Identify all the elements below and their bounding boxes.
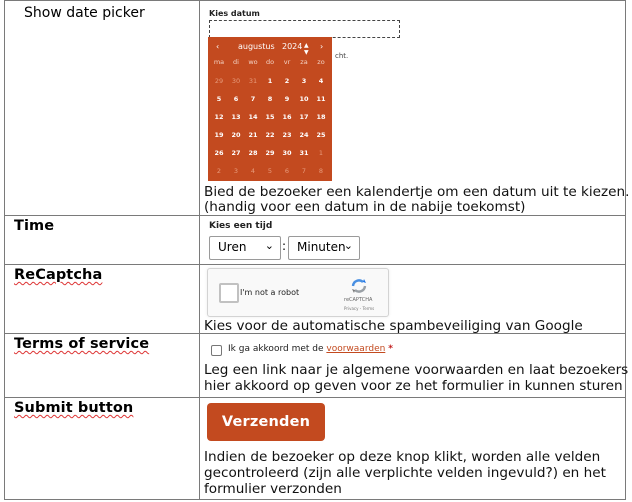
calendar-day[interactable]: 4	[250, 167, 256, 175]
calendar-day[interactable]: 8	[318, 167, 324, 175]
submit-description-line1: Indien de bezoeker op deze knop klikt, worden alle velden	[204, 449, 601, 465]
calendar-day[interactable]: 7	[250, 95, 256, 103]
calendar-day[interactable]: 30	[231, 77, 241, 85]
required-marker: *	[388, 344, 393, 354]
prev-month-button[interactable]: ‹	[216, 42, 220, 51]
calendar-day[interactable]: 18	[316, 113, 326, 121]
calendar-day[interactable]: 29	[214, 77, 224, 85]
calendar-day[interactable]: 31	[248, 77, 258, 85]
calendar-day[interactable]: 15	[265, 113, 275, 121]
row-label-date-picker: Show date picker	[24, 5, 145, 21]
row-divider	[4, 215, 626, 216]
table-border-right	[625, 0, 626, 500]
recaptcha-checkbox[interactable]	[219, 283, 239, 303]
calendar-day[interactable]: 2	[284, 77, 290, 85]
calendar-day[interactable]: 25	[316, 131, 326, 139]
calendar-day[interactable]: 30	[282, 149, 292, 157]
calendar-day[interactable]: 6	[233, 95, 239, 103]
weekday-label: vr	[283, 58, 291, 66]
weekday-label: za	[300, 58, 308, 66]
chevron-down-icon: ⌄	[343, 239, 353, 252]
calendar-day[interactable]: 5	[267, 167, 273, 175]
terms-text: Ik ga akkoord met de	[228, 344, 324, 354]
hours-select-value: Uren	[218, 240, 247, 254]
time-field-label: Kies een tijd	[209, 221, 273, 231]
calendar-day[interactable]: 13	[231, 113, 241, 121]
submit-description-line3: formulier verzonden	[204, 481, 342, 497]
year-spinner-icon[interactable]: ▲ ▼	[304, 42, 309, 56]
calendar-day[interactable]: 1	[318, 149, 324, 157]
recaptcha-logo-icon	[349, 278, 369, 294]
calendar-day[interactable]: 3	[233, 167, 239, 175]
row-divider	[4, 397, 626, 398]
calendar-day[interactable]: 2	[216, 167, 222, 175]
recaptcha-privacy-terms[interactable]: Privacy - Terms	[344, 306, 375, 311]
date-description-line1: Bied de bezoeker een kalendertje om een datum uit te kiezen.	[204, 184, 630, 200]
weekday-label: di	[233, 58, 239, 66]
calendar-day[interactable]: 29	[265, 149, 275, 157]
chevron-down-icon: ⌄	[264, 239, 274, 252]
calendar-day[interactable]: 14	[248, 113, 258, 121]
calendar-day[interactable]: 17	[299, 113, 309, 121]
calendar-day[interactable]: 24	[299, 131, 309, 139]
calendar-day[interactable]: 11	[316, 95, 326, 103]
calendar-day[interactable]: 9	[284, 95, 290, 103]
calendar-day[interactable]: 21	[248, 131, 258, 139]
calendar-header	[208, 42, 332, 54]
weekday-label: do	[265, 58, 275, 66]
calendar-popup	[208, 37, 332, 181]
calendar-day[interactable]: 7	[301, 167, 307, 175]
calendar-day[interactable]: 22	[265, 131, 275, 139]
terms-description-line1: Leg een link naar je algemene voorwaarden en laat bezoekers	[204, 362, 629, 378]
recaptcha-checkbox-label: I'm not a robot	[240, 288, 300, 297]
calendar-day[interactable]: 28	[248, 149, 258, 157]
calendar-day[interactable]: 26	[214, 149, 224, 157]
minutes-select[interactable]	[288, 236, 360, 260]
calendar-day[interactable]: 12	[214, 113, 224, 121]
calendar-day[interactable]: 6	[284, 167, 290, 175]
recaptcha-brand: reCAPTCHA	[344, 297, 373, 303]
table-border-top	[4, 0, 626, 1]
table-border-bottom	[4, 499, 626, 500]
date-hint-text: cht.	[335, 52, 349, 60]
calendar-day[interactable]: 16	[282, 113, 292, 121]
terms-checkbox[interactable]	[211, 345, 222, 356]
calendar-day[interactable]: 4	[318, 77, 324, 85]
date-description-line2: (handig voor een datum in de nabije toekomst)	[204, 199, 526, 215]
date-field-label: Kies datum	[209, 9, 260, 18]
recaptcha-widget	[207, 268, 389, 317]
calendar-day[interactable]: 8	[267, 95, 273, 103]
calendar-day[interactable]: 27	[231, 149, 241, 157]
recaptcha-description: Kies voor de automatische spambeveiliging van Google	[204, 318, 583, 334]
next-month-button[interactable]: ›	[320, 42, 324, 51]
row-label-submit: Submit button	[14, 400, 134, 416]
calendar-day[interactable]: 20	[231, 131, 241, 139]
table-border-left	[4, 0, 5, 500]
calendar-day[interactable]: 3	[301, 77, 307, 85]
terms-link[interactable]: voorwaarden	[326, 344, 386, 354]
minutes-select-value: Minuten	[297, 240, 346, 254]
hours-select[interactable]	[209, 236, 281, 260]
row-label-terms: Terms of service	[14, 336, 150, 352]
weekday-label: ma	[213, 58, 225, 66]
calendar-day[interactable]: 23	[282, 131, 292, 139]
weekday-label: wo	[248, 58, 258, 66]
calendar-day[interactable]: 31	[299, 149, 309, 157]
row-label-recaptcha: ReCaptcha	[14, 267, 103, 283]
time-separator: :	[282, 239, 287, 253]
row-divider	[4, 264, 626, 265]
calendar-day[interactable]: 5	[216, 95, 222, 103]
submit-button[interactable]: Verzenden	[207, 403, 325, 441]
submit-description-line2: gecontroleerd (zijn alle verplichte velden ingevuld?) en het	[204, 465, 606, 481]
terms-checkbox-label	[228, 344, 393, 354]
row-label-time: Time	[14, 218, 55, 234]
month-select[interactable]: augustus	[238, 42, 275, 51]
calendar-day[interactable]: 1	[267, 77, 273, 85]
date-input[interactable]	[209, 20, 400, 38]
year-input[interactable]: 2024	[282, 42, 303, 51]
weekday-label: zo	[317, 58, 325, 66]
calendar-day[interactable]: 10	[299, 95, 309, 103]
terms-description-line2: hier akkoord op geven voor ze het formulier in kunnen sturen	[204, 378, 623, 394]
column-divider	[199, 0, 200, 500]
calendar-day[interactable]: 19	[214, 131, 224, 139]
